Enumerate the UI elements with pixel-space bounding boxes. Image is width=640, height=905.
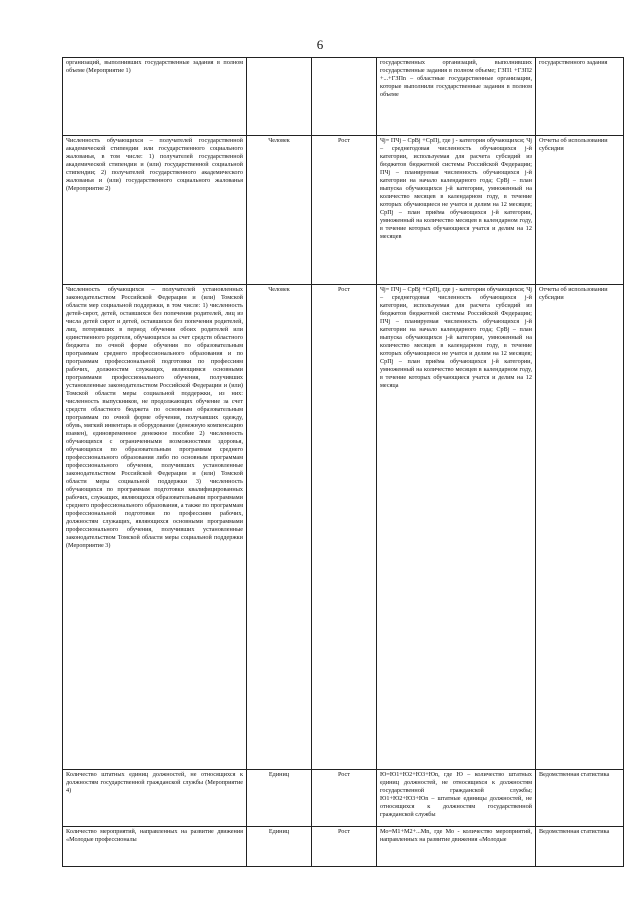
method-cell: Мо=М1+М2+...Мn, где Мо - количество мероприятий, направленных на развитие движения «Молодые xyxy=(377,827,536,867)
source-cell: государственного задания xyxy=(536,58,624,136)
source-cell: Отчеты об использовании субсидии xyxy=(536,136,624,285)
method-cell: Чj= ПЧj – СрВj +СрПj, где j - категория обучающихся; Чj – среднегодовая численность обучающихся j-й категории, используемая для расчета субсидий из бюджетов бюджетной системы Российской Федерации; ПЧj – планируемая численность обучающихся j-й категории на начало календарного года; СрВj – план выпуска обучающихся j-й категории, умноженный на количество месяцев в календарном году, в течение которых обучающиеся не учатся и делим на 12 месяцев; СрПj – план приёма обучающихся j-й категории, умноженный на количество месяцев в календарном году, в течение которых обучающиеся учатся и делим на 12 месяца xyxy=(377,285,536,770)
table-row xyxy=(63,285,624,770)
indicator-cell: Количество штатных единиц должностей, не относящихся к должностям государственной гражданской службы (Мероприятие 4) xyxy=(63,770,247,827)
trend-cell: Рост xyxy=(312,285,377,770)
method-cell: Ю=Ю1+Ю2+Ю3+Юn, где Ю – количество штатных единиц должностей, не относящихся к должностям государственной гражданской службы; Ю1+Ю2+Ю3+Юn – штатные единицы должностей, не относящихся к должностям государственной гражданской службы xyxy=(377,770,536,827)
trend-cell: Рост xyxy=(312,770,377,827)
indicators-table xyxy=(62,57,624,867)
page-number: 6 xyxy=(316,37,324,52)
unit-cell: Единиц xyxy=(247,770,312,827)
table-row xyxy=(63,827,624,867)
unit-cell: Человек xyxy=(247,136,312,285)
source-cell: Отчеты об использовании субсидии xyxy=(536,285,624,770)
table-row xyxy=(63,58,624,136)
table-row xyxy=(63,770,624,827)
unit-cell xyxy=(247,58,312,136)
trend-cell xyxy=(312,58,377,136)
source-cell: Ведомственная статистика xyxy=(536,827,624,867)
indicator-cell: Численность обучающихся – получателей установленных законодательством Российской Федерации и (или) Томской области мер социальной поддержки, в том числе: 1) численность детей-сирот, детей, оставшихся без попечения родителей, лиц из числа детей сирот и детей, оставшихся без попечения родителей, лиц, потерявших в период обучения обоих родителей или единственного родителя, обучающихся за счет средств областного бюджета по очной форме обучения по образовательным программам среднего профессионального образования и по программам профессиональной подготовки по профессиям рабочих, должностям служащих, являющимся основными программами профессионального обучения, получивших установленные законодательством Российской Федерации и (или) Томской области меры социальной поддержки, из них: численность выпускников, не продолжающих обучение за счет средств областного бюджета по основным образовательным программам по очной форме обучения, получавших одежду, обувь, мягкий инвентарь и оборудование (денежную компенсацию взамен), единовременное денежное пособие 2) численность обучающихся с ограниченными возможностями здоровья, обучающихся по образовательным программам среднего профессионального образования либо по основным программам профессионального обучения, получивших установленные законодательством Российской Федерации и (или) Томской области меры социальной поддержки 3) численность обучающихся по программам подготовки квалифицированных рабочих, служащих, являющихся образовательными программами среднего профессионального образования, а также по программам профессиональной подготовки по профессиям рабочих, должностям служащих, являющихся основными программами профессионального обучения, получивших установленные законодательством Томской области меры социальной поддержки (Мероприятие 3) xyxy=(63,285,247,770)
indicator-cell: организаций, выполнивших государственные задания в полном объеме (Мероприятие 1) xyxy=(63,58,247,136)
table-row xyxy=(63,136,624,285)
trend-cell: Рост xyxy=(312,827,377,867)
unit-cell: Единиц xyxy=(247,827,312,867)
method-cell: государственных организаций, выполнивших государственные задания в полном объеме; ГЗП1 +ГЗП2 +...+ГЗПn – областные государственные организации, которые выполнили государственные задания в полном объеме xyxy=(377,58,536,136)
indicator-cell: Количество мероприятий, направленных на развитие движения «Молодые профессионалы xyxy=(63,827,247,867)
method-cell: Чj= ПЧj – СрВj +СрПj, где j - категория обучающихся; Чj – среднегодовая численность обучающихся j-й категории, используемая для расчета субсидий из бюджетов бюджетной системы Российской Федерации; ПЧj – планируемая численность обучающихся j-й категории на начало календарного года; СрВj – план выпуска обучающихся j-й категории, умноженный на количество месяцев в календарном году, в течение которых обучающиеся не учатся и делим на 12 месяцев; СрПj – план приёма обучающихся j-й категории, умноженный на количество месяцев в календарном году, в течение которых обучающиеся учатся и делим на 12 месяцев xyxy=(377,136,536,285)
unit-cell: Человек xyxy=(247,285,312,770)
indicator-cell: Численность обучающихся – получателей государственной академической стипендии или государственного социального жалованья, в том числе: 1) получателей государственной академической стипендии и (или) государственной социальной стипендии; 2) получателей государственного академического жалованья и (или) государственного социального жалованья (Мероприятие 2) xyxy=(63,136,247,285)
source-cell: Ведомственная статистика xyxy=(536,770,624,827)
trend-cell: Рост xyxy=(312,136,377,285)
